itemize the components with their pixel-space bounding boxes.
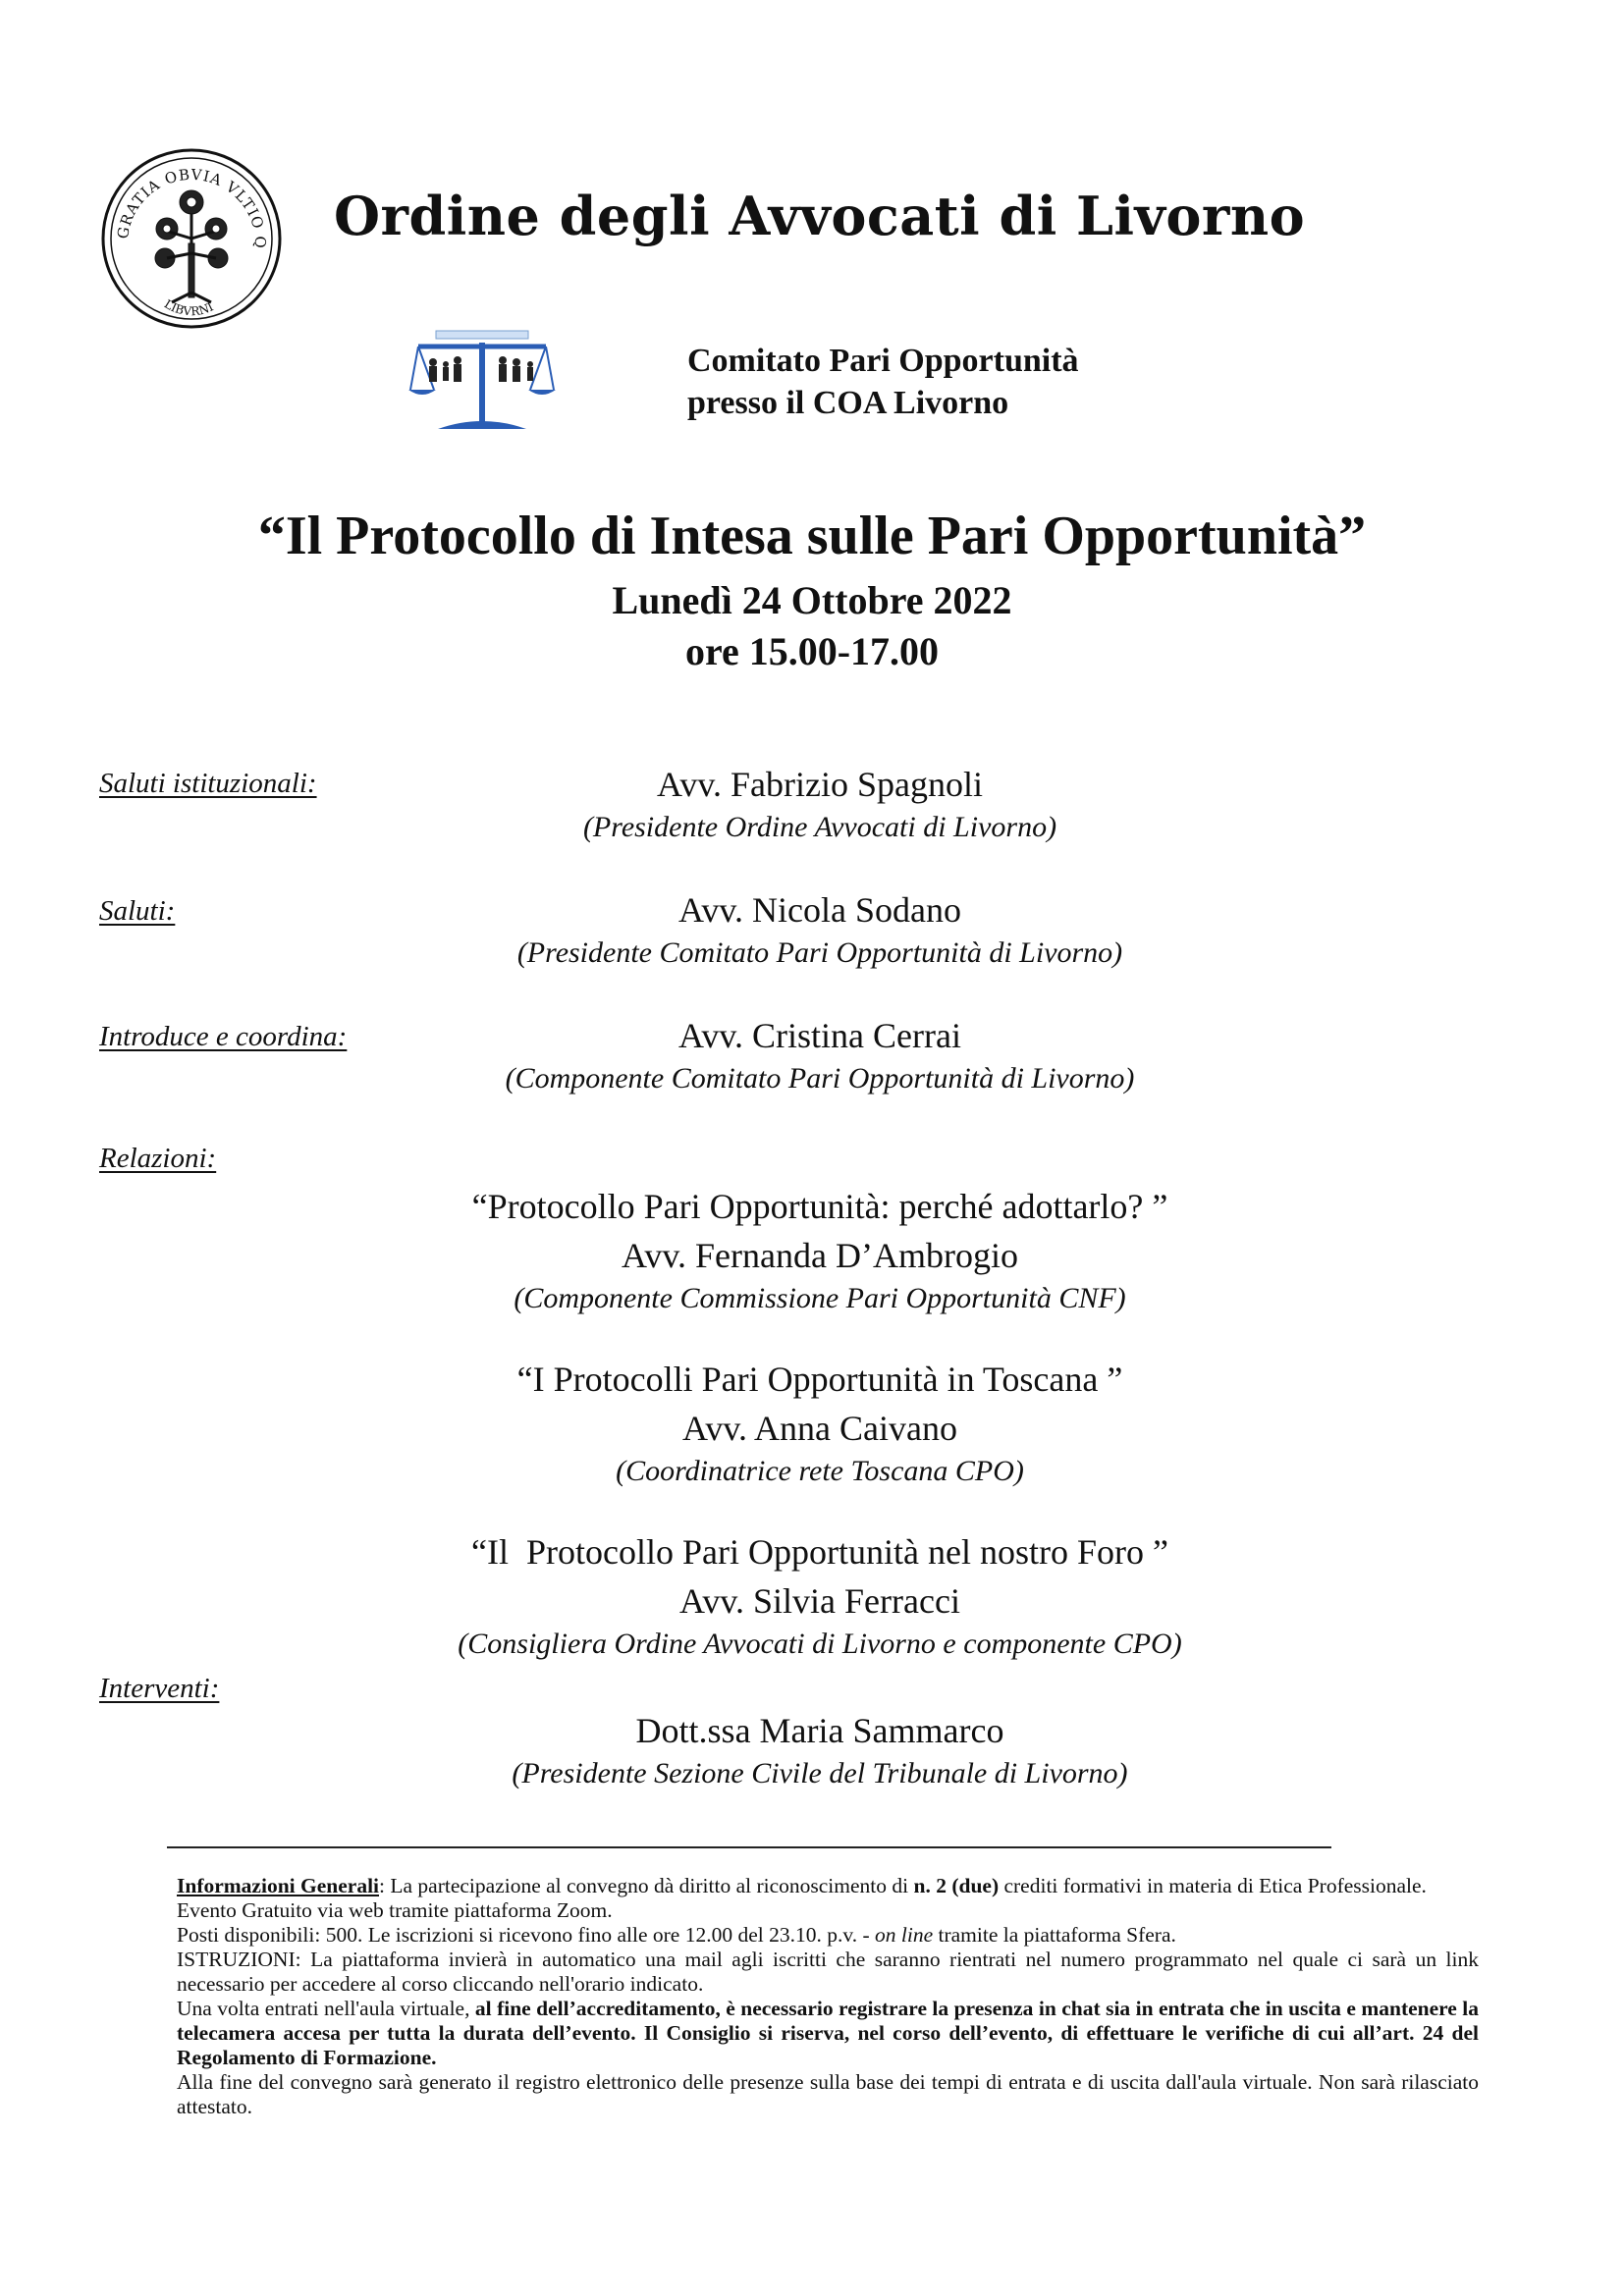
info-free-event: Evento Gratuito via web tramite piattaforma Zoom. [177, 1898, 613, 1922]
info-accreditation-rules: al fine dell’accreditamento, è necessario registrare la presenza in chat sia in entrata che in uscita e mantenere la telecamera accesa per tutta la durata dell’evento. Il Consiglio si riserva, nel corso dell’evento, di effettuare le verifiche di cui all’art. 24 del Regolamento di Formazione. [177, 1997, 1480, 2069]
speaker-ferracci: Avv. Silvia Ferracci [679, 1581, 960, 1621]
info-register: Alla fine del convegno sarà generato il registro elettronico delle presenze sulla base dei tempi di entrata e di uscita dall'aula virtuale. Non sarà rilasciato attestato. [177, 2070, 1479, 2118]
speaker-cerrai: Avv. Cristina Cerrai [678, 1016, 961, 1055]
seal-motto-lower: LIBVRNI [161, 296, 216, 319]
speaker-role-ferracci: (Consigliera Ordine Avvocati di Livorno e componente CPO) [458, 1628, 1182, 1660]
event-title: “Il Protocollo di Intesa sulle Pari Opportunità” [257, 506, 1367, 566]
info-credits-paragraph [177, 1874, 1479, 1898]
label-saluti: Saluti: [99, 895, 176, 927]
info-virtual-room-text: Una volta entrati nell'aula virtuale [177, 1997, 465, 2020]
info-credits-number: n. 2 (due) [913, 1874, 1000, 1897]
speaker-caivano: Avv. Anna Caivano [682, 1409, 957, 1448]
info-seats-paragraph [177, 1923, 1479, 1948]
general-information [177, 1874, 1479, 2119]
info-credits-text-end: crediti formativi in materia di Etica Professionale. [999, 1874, 1427, 1897]
organization-title: Ordine degli Avvocati di Livorno [334, 185, 1306, 247]
label-introduce-coordina: Introduce e coordina: [99, 1021, 348, 1052]
speaker-dambrogio: Avv. Fernanda D’Ambrogio [622, 1236, 1018, 1275]
event-date: Lunedì 24 Ottobre 2022 [612, 578, 1012, 622]
speaker-role-sodano: (Presidente Comitato Pari Opportunità di Livorno) [516, 936, 1123, 969]
info-instructions: ISTRUZIONI: La piattaforma invierà in automatico una mail agli iscritti che saranno rientrati nel numero programmato nel quale ci sarà un link necessario per accedere al corso cliccando nell'orario indicato. [177, 1948, 1479, 1996]
speaker-spagnoli: Avv. Fabrizio Spagnoli [657, 765, 983, 804]
label-saluti-istituzionali: Saluti istituzionali: [99, 768, 317, 799]
speaker-role-cerrai: (Componente Comitato Pari Opportunità di Livorno) [505, 1062, 1135, 1095]
committee-line-2: presso il COA Livorno [687, 385, 1009, 421]
info-seats-text: Posti disponibili: 500. Le iscrizioni si ricevono fino alle ore 12.00 del 23.10. p.v. - [177, 1923, 875, 1947]
info-platform-text: tramite la piattaforma Sfera. [933, 1923, 1176, 1947]
info-comma: , [464, 1997, 475, 2020]
event-time: ore 15.00-17.00 [684, 629, 940, 673]
ordine-seal-logo [98, 145, 285, 332]
info-online-text: on line [875, 1923, 934, 1947]
speaker-role-caivano: (Coordinatrice rete Toscana CPO) [616, 1455, 1024, 1487]
speaker-sammarco: Dott.ssa Maria Sammarco [635, 1711, 1004, 1750]
info-credits-text: : La partecipazione al convegno dà diritto al riconoscimento di [379, 1874, 914, 1897]
speaker-sodano: Avv. Nicola Sodano [678, 890, 961, 930]
committee-line-1: Comitato Pari Opportunità [687, 343, 1079, 379]
info-accreditation-paragraph [177, 1997, 1479, 2070]
info-heading: Informazioni Generali [177, 1874, 380, 1897]
speaker-role-dambrogio: (Componente Commissione Pari Opportunità CNF) [514, 1282, 1126, 1314]
speaker-role-sammarco: (Presidente Sezione Civile del Tribunale di Livorno) [512, 1757, 1128, 1789]
label-relazioni: Relazioni: [99, 1143, 217, 1174]
label-interventi: Interventi: [99, 1673, 220, 1704]
seal-motto-upper: GRATIA OBVIA VLTIO Q [113, 165, 270, 249]
rose-tree-icon [155, 190, 228, 302]
talk-3-title: “Il Protocollo Pari Opportunità nel nostro Foro ” [471, 1532, 1168, 1572]
talk-2-title: “I Protocolli Pari Opportunità in Toscana ” [516, 1360, 1123, 1399]
talk-1-title: “Protocollo Pari Opportunità: perché adottarlo? ” [471, 1187, 1168, 1226]
speaker-role-spagnoli: (Presidente Ordine Avvocati di Livorno) [582, 811, 1057, 843]
committee-name [687, 340, 1079, 424]
scales-of-justice-icon [408, 329, 556, 437]
section-divider [167, 1846, 1331, 1848]
